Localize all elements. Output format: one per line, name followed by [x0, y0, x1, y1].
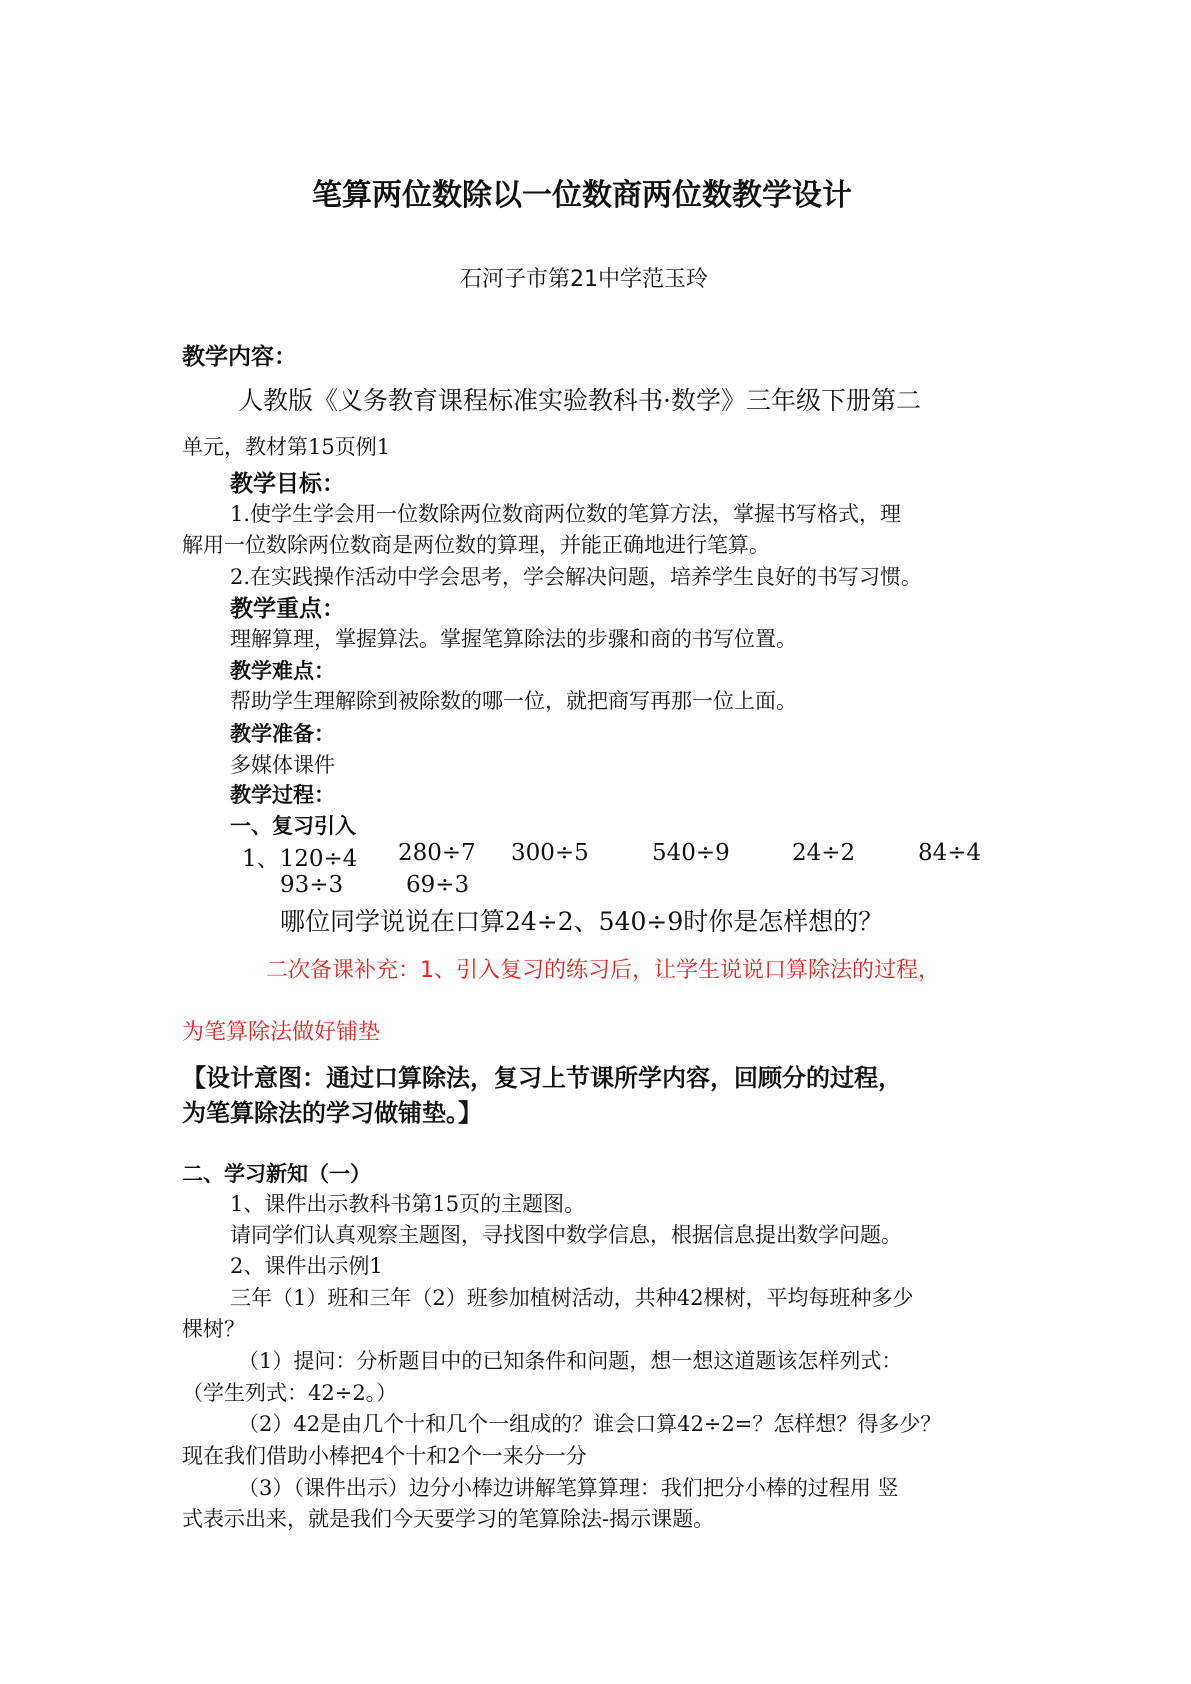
exercise-item: 280÷7	[398, 840, 476, 866]
difficulty-heading: 教学难点：	[230, 659, 335, 683]
exercise-item: 93÷3	[280, 872, 344, 898]
goal-heading: 教学目标：	[230, 471, 345, 497]
new-knowledge-heading: 二、学习新知（一）	[182, 1162, 371, 1186]
problem-line-b: 棵树？	[182, 1317, 245, 1341]
prep-heading: 教学准备：	[230, 722, 335, 746]
exercise-item: 69÷3	[406, 872, 470, 898]
new-step-1b: 请同学们认真观察主题图，寻找图中数学信息，根据信息提出数学问题。	[230, 1223, 902, 1247]
document-title: 笔算两位数除以一位数商两位数教学设计	[312, 178, 852, 213]
supplement-line-2: 为笔算除法做好铺垫	[182, 1020, 381, 1045]
problem-line-a: 三年（1）班和三年（2）班参加植树活动，共种42棵树，平均每班种多少	[230, 1286, 914, 1310]
difficulty-text: 帮助学生理解除到被除数的哪一位，就把商写再那一位上面。	[230, 689, 797, 713]
goal-1a: 1.使学生学会用一位数除两位数商两位数的笔算方法，掌握书写格式，理	[230, 502, 902, 526]
goal-2: 2.在实践操作活动中学会思考，学会解决问题，培养学生良好的书写习惯。	[230, 565, 923, 589]
goal-1b: 解用一位数除两位数商是两位数的算理，并能正确地进行笔算。	[182, 533, 770, 557]
review-question: 哪位同学说说在口算24÷2、540÷9时你是怎样想的？	[280, 907, 884, 936]
content-line-1: 人教版《义务教育课程标准实验教科书·数学》三年级下册第二	[238, 386, 921, 415]
new-step-2: 2、课件出示例1	[230, 1254, 383, 1278]
author-line: 石河子市第21中学范玉玲	[460, 267, 708, 292]
design-intent-line-2: 为笔算除法的学习做铺垫。】	[182, 1099, 482, 1127]
step-3b: 式表示出来，就是我们今天要学习的笔算除法-揭示课题。	[182, 1507, 715, 1531]
key-text: 理解算理，掌握算法。掌握笔算除法的步骤和商的书写位置。	[230, 627, 797, 651]
exercise-item: 300÷5	[511, 840, 589, 866]
new-step-1: 1、课件出示教科书第15页的主题图。	[230, 1192, 586, 1216]
review-heading: 一、复习引入	[230, 814, 356, 838]
exercise-item: 540÷9	[652, 840, 730, 866]
step-2b: 现在我们借助小棒把4个十和2个一来分一分	[182, 1444, 587, 1468]
step-2a: （2）42是由几个十和几个一组成的？谁会口算42÷2=？怎样想？得多少？	[238, 1412, 942, 1436]
content-line-2: 单元，教材第15页例1	[182, 435, 391, 459]
key-heading: 教学重点：	[230, 596, 345, 622]
process-heading: 教学过程：	[230, 783, 335, 807]
step-1a: （1）提问：分析题目中的已知条件和问题，想一想这道题该怎样列式：	[238, 1349, 903, 1373]
content-heading: 教学内容：	[182, 344, 297, 370]
step-1b: （学生列式：42÷2。）	[182, 1381, 398, 1405]
design-intent-line-1: 【设计意图：通过口算除法，复习上节课所学内容，回顾分的过程，	[182, 1064, 902, 1092]
prep-text: 多媒体课件	[230, 753, 335, 777]
exercise-item: 24÷2	[792, 840, 856, 866]
supplement-line-1: 二次备课补充：1、引入复习的练习后，让学生说说口算除法的过程，	[266, 958, 940, 983]
exercise-item: 84÷4	[918, 840, 982, 866]
step-3a: （3）（课件出示）边分小棒边讲解笔算算理：我们把分小棒的过程用 竖	[238, 1476, 899, 1500]
exercise-item: 1、120÷4	[242, 846, 358, 872]
